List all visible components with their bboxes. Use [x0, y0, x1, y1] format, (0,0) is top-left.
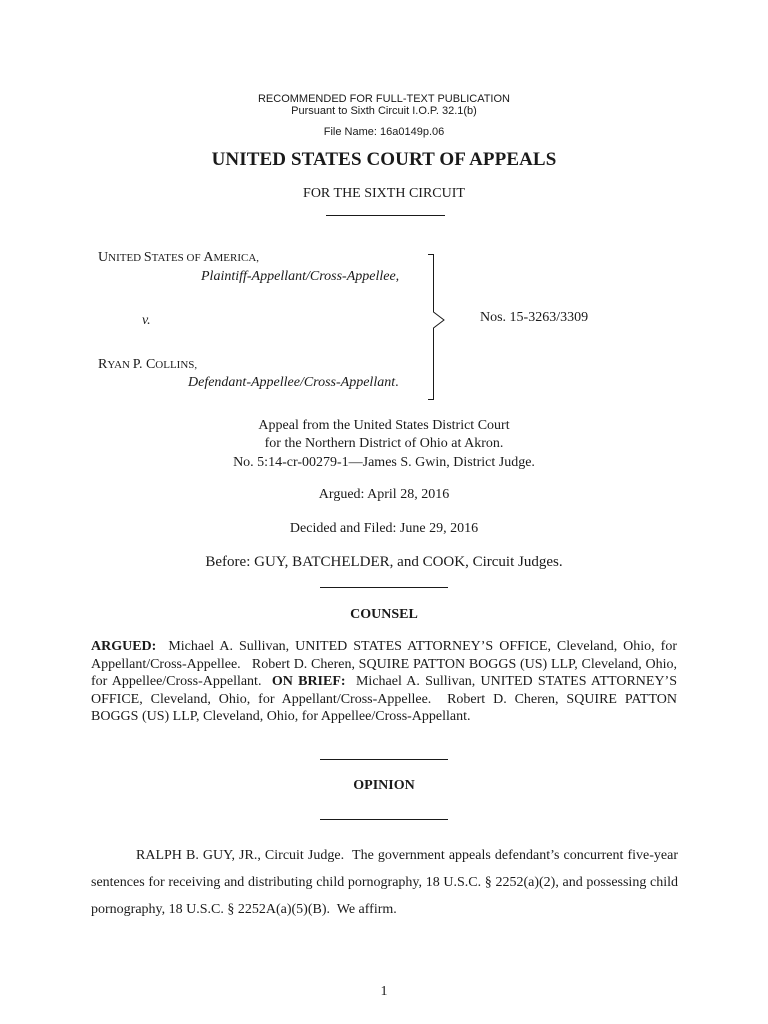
argued-label: ARGUED:: [91, 639, 157, 654]
circuit-name: FOR THE SIXTH CIRCUIT: [303, 186, 465, 201]
file-name: File Name: 16a0149p.06: [323, 126, 445, 138]
page-number: 1: [380, 984, 388, 999]
caption-bracket: [424, 254, 448, 400]
versus: v.: [142, 313, 151, 328]
plaintiff-name-part: A: [203, 250, 214, 265]
plaintiff-name-part: S: [143, 250, 152, 265]
opinion-author: RALPH B. GUY, JR., Circuit Judge.: [136, 848, 345, 863]
appeal-line-3: No. 5:14-cr-00279-1—James S. Gwin, District Judge.: [233, 455, 535, 470]
recommendation-line: RECOMMENDED FOR FULL-TEXT PUBLICATION: [257, 93, 510, 105]
appeal-line-2: for the Northern District of Ohio at Akron.: [264, 436, 504, 451]
opinion-paragraph: [91, 843, 682, 923]
defendant-role-period: .: [395, 375, 399, 390]
on-brief-label: ON BRIEF:: [271, 674, 346, 690]
on-brief-text: Michael A. Sullivan, UNITED STATES ATTORNEY’S OFFICE, Cleveland, Ohio, for Appellant/Cross-Appellee. Robert D. Cheren, SQUIRE PATTON BOGGS (US) LLP, Cleveland, Ohio, for Appellee/Cross-Appellant.: [91, 674, 681, 725]
court-name: UNITED STATES COURT OF APPEALS: [211, 149, 557, 170]
appeal-line-1: Appeal from the United States District Court: [258, 418, 510, 433]
plaintiff-name-part: U: [98, 250, 109, 265]
case-numbers: Nos. 15-3263/3309: [480, 310, 589, 325]
defendant-role-text: Defendant-Appellee/Cross-Appellant: [188, 375, 396, 390]
defendant-name: [98, 355, 197, 373]
panel-judges: Before: GUY, BATCHELDER, and COOK, Circuit Judges.: [205, 554, 563, 570]
opinion-text: The government appeals defendant’s concurrent five-year sentences for receiving and distributing child pornography, 18 U.S.C. § 2252(a)(2), and possessing child pornography, 18 U.S.C. § 2252A(a)(5)(B). We affirm.: [91, 848, 682, 917]
defendant-name-part: OLLINS,: [155, 359, 198, 371]
opinion-heading: OPINION: [353, 778, 415, 793]
circuit-rule: [326, 215, 445, 216]
plaintiff-name-part: MERICA,: [213, 252, 260, 264]
argued-date: Argued: April 28, 2016: [318, 487, 450, 502]
defendant-name-part: P. C: [132, 357, 156, 372]
opinion-rule-top: [320, 759, 448, 760]
panel-rule: [320, 587, 448, 588]
plaintiff-role: Plaintiff-Appellant/Cross-Appellee,: [201, 269, 400, 284]
plaintiff-name-part: NITED: [108, 252, 144, 264]
opinion-rule-bottom: [320, 819, 448, 820]
plaintiff-name: [98, 248, 259, 266]
counsel-heading: COUNSEL: [350, 607, 418, 622]
plaintiff-name-part: TATES OF: [151, 252, 204, 264]
counsel-paragraph: [91, 638, 681, 726]
defendant-name-part: R: [98, 357, 108, 372]
pursuant-line: Pursuant to Sixth Circuit I.O.P. 32.1(b): [291, 105, 477, 117]
decided-date: Decided and Filed: June 29, 2016: [289, 521, 479, 536]
defendant-name-part: YAN: [107, 359, 133, 371]
argued-text: Michael A. Sullivan, UNITED STATES ATTORNEY’S OFFICE, Cleveland, Ohio, for Appellant/Cross-Appellee. Robert D. Cheren, SQUIRE PATTON BOGGS (US) LLP, Cleveland, Ohio, for Appellee/Cross-Appellant.: [91, 639, 681, 690]
defendant-role: [188, 375, 399, 391]
